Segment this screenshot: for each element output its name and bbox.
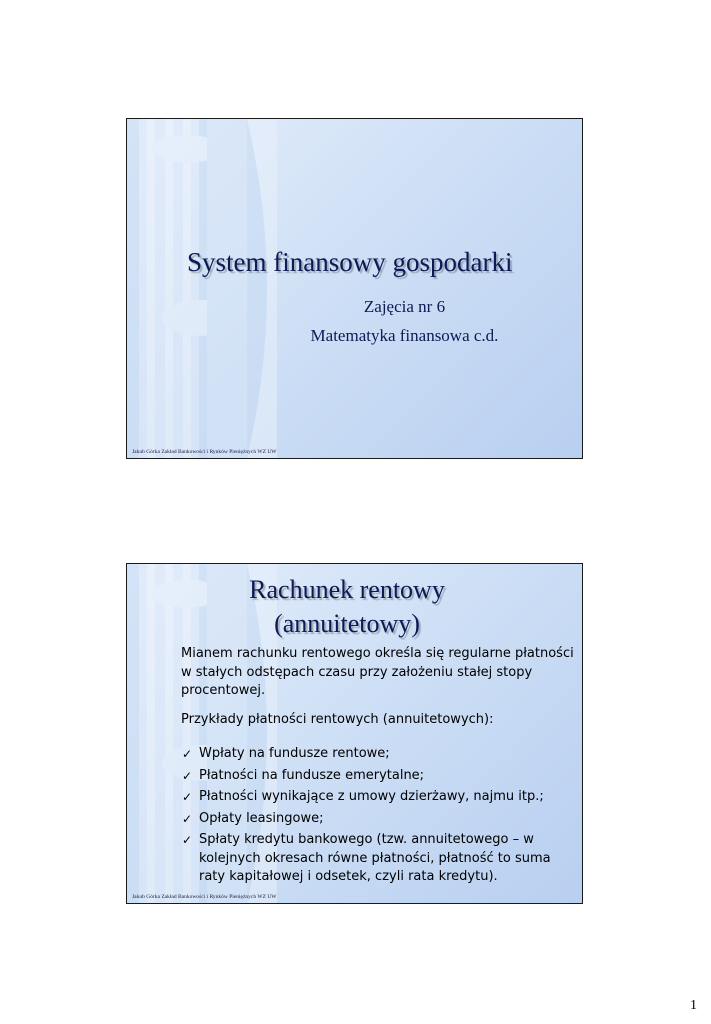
examples-heading: Przykłady płatności rentowych (annuitetowych): (181, 712, 494, 727)
list-item (181, 831, 576, 887)
list-item-text: Opłaty leasingowe; (199, 810, 324, 826)
column-background-image (127, 119, 277, 458)
checkmark-icon: ✓ (182, 811, 193, 826)
intro-paragraph: Mianem rachunku rentowego określa się regularne płatności w stałych odstępach czasu przy założeniu stałej stopy procentowej. (181, 646, 574, 698)
slide-title-line-2: (annuitetowy) (274, 609, 420, 638)
checkmark-icon: ✓ (182, 747, 193, 761)
slide-footer: Jakub Górka Zakład Bankowości i Rynków Pieniężnych WZ UW (132, 449, 277, 455)
page-number: 1 (690, 998, 697, 1013)
list-item-text: Spłaty kredytu bankowego (tzw. annuitetowego – w kolejnych okresach równe płatności, płatność to suma raty kapitałowej i odsetek, czyli rata kredytu). (199, 832, 551, 884)
list-item (181, 767, 576, 786)
slide-title: System finansowy gospodarki (187, 247, 513, 277)
list-item-text: Wpłaty na fundusze rentowe; (199, 746, 390, 761)
checkmark-icon: ✓ (182, 768, 193, 783)
list-item (181, 810, 576, 829)
checkmark-icon: ✓ (182, 833, 193, 847)
slide-title-line-1: Rachunek rentowy (249, 575, 445, 604)
slide-subtitle-topic: Matematyka finansowa c.d. (310, 326, 499, 345)
slide-2 (126, 563, 583, 904)
examples-list (181, 745, 576, 890)
list-item-text: Płatności wynikające z umowy dzierżawy, najmu itp.; (199, 789, 544, 804)
slide-footer: Jakub Górka Zakład Bankowości i Rynków Pieniężnych WZ UW (132, 894, 277, 900)
slide-1 (126, 118, 583, 459)
list-item-text: Płatności na fundusze emerytalne; (199, 767, 425, 783)
slide-subtitle-session: Zajęcia nr 6 (363, 297, 446, 316)
list-item (181, 788, 576, 807)
checkmark-icon: ✓ (182, 790, 193, 804)
list-item (181, 745, 576, 764)
